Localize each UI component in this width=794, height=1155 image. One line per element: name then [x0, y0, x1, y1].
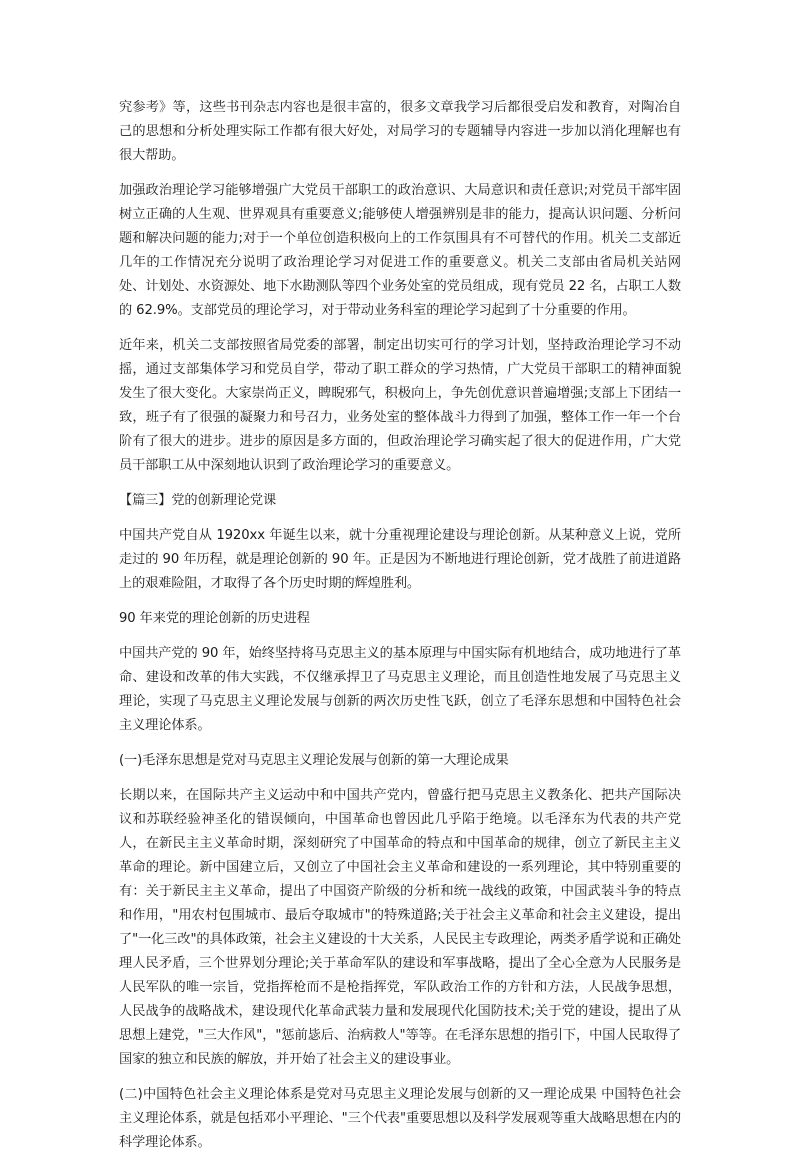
body-paragraph: 近年来，机关二支部按照省局党委的部署，制定出切实可行的学习计划，坚持政治理论学习不动摇，通过支部集体学习和党员自学，带动了职工群众的学习热情，广大党员干部职工的精神面貌发生了很大变化。大家崇尚正义，睥睨邪气，积极向上，争先创优意识普遍增强;支部上下团结一致，班子有了很强的凝聚力和号召力，业务处室的整体战斗力得到了加强，整体工作一年一个台阶有了很大的进步。进步的原因是多方面的，但政治理论学习确实起了很大的促进作用，广大党员干部职工从中深刻地认识到了政治理论学习的重要意义。 — [119, 338, 681, 473]
subsection-heading: (一)毛泽东思想是党对马克思主义理论发展与创新的第一大理论成果 — [119, 753, 509, 768]
subsection-heading: 90 年来党的理论创新的历史进程 — [119, 611, 310, 626]
body-paragraph: 长期以来，在国际共产主义运动中和中国共产党内，曾盛行把马克思主义教条化、把共产国际决议和苏联经验神圣化的错误倾向，中国革命也曾因此几乎陷于绝境。以毛泽东为代表的共产党人，在新民主主义革命时期，深刻研究了中国革命的特点和中国革命的规律，创立了新民主主义革命的理论。新中国建立后，又创立了中国社会主义革命和建设的一系列理论，其中特别重要的有：关于新民主主义革命，提出了中国资产阶级的分析和统一战线的政策，中国武装斗争的特点和作用，"用农村包围城市、最后夺取城市"的特殊道路;关于社会主义革命和社会主义建设，提出了"一化三改"的具体政策，社会主义建设的十大关系，人民民主专政理论，两类矛盾学说和正确处理人民矛盾，三个世界划分理论;关于革命军队的建设和军事战略，提出了全心全意为人民服务是人民军队的唯一宗旨，党指挥枪而不是枪指挥党，军队政治工作的方针和方法，人民战争思想，人民战争的战略战术，建设现代化革命武装力量和发展现代化国防技术;关于党的建设，提出了从思想上建党，"三大作风"，"惩前毖后、治病救人"等等。在毛泽东思想的指引下，中国人民取得了国家的独立和民族的解放，并开始了社会主义的建设事业。 — [119, 788, 681, 1067]
section-heading: 【篇三】党的创新理论党课 — [119, 493, 277, 508]
document-page — [119, 96, 681, 1155]
body-paragraph: 究参考》等，这些书刊杂志内容也是很丰富的，很多文章我学习后都很受启发和教育，对陶冶自己的思想和分析处理实际工作都有很大好处，对局学习的专题辅导内容进一步加以消化理解也有很大帮助。 — [119, 100, 681, 163]
subsection-paragraph: (二)中国特色社会主义理论体系是党对马克思主义理论发展与创新的又一理论成果 中国特色社会主义理论体系，就是包括邓小平理论、"三个代表"重要思想以及科学发展观等重大战略思想在内的科学理论体系。 — [119, 1087, 681, 1150]
body-paragraph: 中国共产党自从 1920xx 年诞生以来，就十分重视理论建设与理论创新。从某种意义上说，党所走过的 90 年历程，就是理论创新的 90 年。正是因为不断地进行理论创新，党才战胜了前进道路上的艰难险阻，才取得了各个历史时期的辉煌胜利。 — [119, 528, 681, 591]
body-paragraph: 加强政治理论学习能够增强广大党员干部职工的政治意识、大局意识和责任意识;对党员干部牢固树立正确的人生观、世界观具有重要意义;能够使人增强辨别是非的能力，提高认识问题、分析问题和解决问题的能力;对于一个单位创造积极向上的工作氛围具有不可替代的作用。机关二支部近几年的工作情况充分说明了政治理论学习对促进工作的重要意义。机关二支部由省局机关站网处、计划处、水资源处、地下水勘测队等四个业务处室的党员组成，现有党员 22 名，占职工人数的 62.9%。支部党员的理论学习，对于带动业务科室的理论学习起到了十分重要的作用。 — [119, 183, 681, 318]
body-paragraph: 中国共产党的 90 年，始终坚持将马克思主义的基本原理与中国实际有机地结合，成功地进行了革命、建设和改革的伟大实践，不仅继承捍卫了马克思主义理论，而且创造性地发展了马克思主义理论，实现了马克思主义理论发展与创新的两次历史性飞跃，创立了毛泽东思想和中国特色社会主义理论体系。 — [119, 646, 681, 733]
